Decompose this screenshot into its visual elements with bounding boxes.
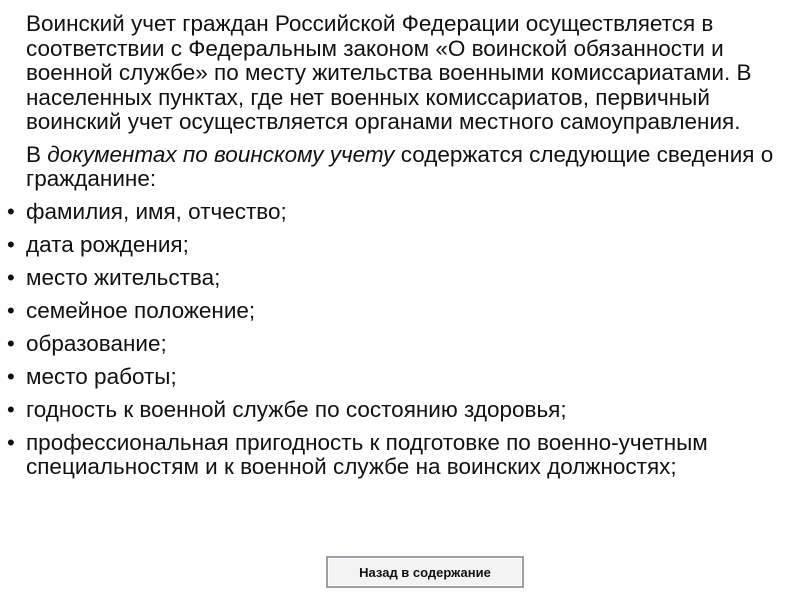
citizen-info-list [0,200,790,480]
documents-paragraph-prefix: В [26,141,48,167]
list-item: • место жительства; [7,264,221,290]
slide-text [0,12,790,488]
bullet-icon: • [7,330,15,356]
bullet-icon: • [7,231,15,257]
bullet-icon: • [7,363,15,389]
list-item: • годность к военной службе по состоянию здоровья; [7,396,567,422]
documents-paragraph [0,143,790,192]
back-to-contents-button[interactable]: Назад в содержание [326,556,524,588]
list-item: • семейное положение; [7,297,256,323]
intro-paragraph: Воинский учет граждан Российской Федерации осуществляется в соответствии с Федеральным законом «О воинской обязанности и военной службе» по месту жительства военными комиссариатами. В населенных пунктах, где нет военных комиссариатов, первичный воинский учет осуществляется органами местного самоуправления. [26,11,752,134]
list-item: • образование; [7,330,167,356]
list-item: • фамилия, имя, отчество; [7,198,287,224]
list-item: • дата рождения; [7,231,189,257]
documents-term: документах по воинскому учету [47,141,395,167]
list-item: • профессиональная пригодность к подготовке по военно-учетным специальностям и к военной службе на воинских должностях; [7,429,708,479]
bullet-icon: • [7,396,15,422]
documents-paragraph-suffix: содержатся следующие сведения о гражданине: [26,141,774,191]
bullet-icon: • [7,297,15,323]
bullet-icon: • [7,198,15,224]
bullet-icon: • [7,264,15,290]
list-item: • место работы; [7,363,177,389]
bullet-icon: • [7,429,15,455]
